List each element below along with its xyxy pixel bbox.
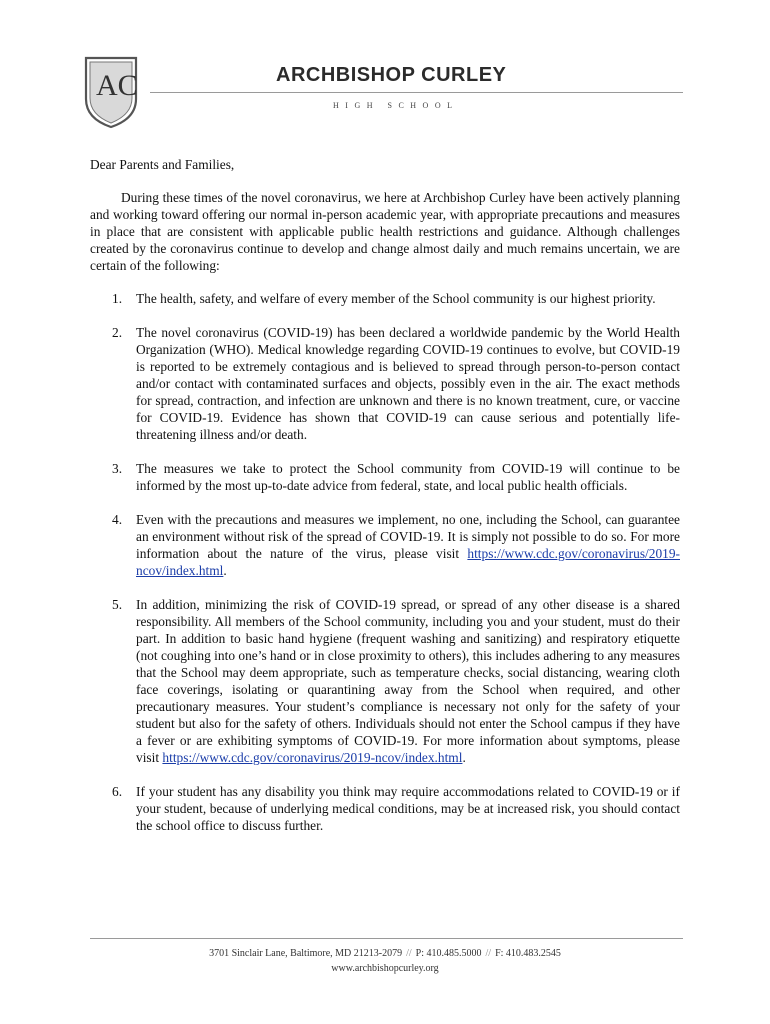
list-item xyxy=(90,511,680,579)
footer-divider xyxy=(90,938,683,939)
list-item-text: In addition, minimizing the risk of COVID-19 spread, or spread of any other disease is a shared responsibility. All members of the School community, including you and your student, must do their part. In addition to basic hand hygiene (frequent washing and sanitizing) and respiratory etiquette (not coughing into one’s hand or in close proximity to others), this includes adhering to any measures that the School may deem appropriate, such as temperature checks, social distancing, wearing cloth face coverings, isolating or quarantining away from the School when required, and other precautionary measures. Your student’s compliance is necessary not only for the safety of your student but also for the safety of others. Individuals should not enter the School campus if they have a fever or are exhibiting symptoms of COVID-19. For more information about symptoms, please visit xyxy=(136,597,680,765)
school-name: ARCHBISHOP CURLEY xyxy=(276,64,507,86)
intro-paragraph: During these times of the novel coronavirus, we here at Archbishop Curley have been actively planning and working toward offering our normal in-person academic year, with appropriate precautions and measures in place that are consistent with applicable public health restrictions and guidance. Although challenges created by the coronavirus continue to develop and change almost daily and much remains uncertain, we are certain of the following: xyxy=(90,190,680,273)
footer-phone: P: 410.485.5000 xyxy=(415,948,482,959)
salutation: Dear Parents and Families, xyxy=(90,157,235,172)
list-item-number: 6. xyxy=(112,784,123,799)
footer-separator: // xyxy=(485,948,492,959)
list-item-punct: . xyxy=(462,750,466,765)
letter-body xyxy=(90,156,680,851)
footer-address: 3701 Sinclair Lane, Baltimore, MD 21213-2079 xyxy=(209,948,403,959)
header-divider xyxy=(150,92,683,93)
list-item-text: The measures we take to protect the School community from COVID-19 will continue to be informed by the most up-to-date advice from federal, state, and local public health officials. xyxy=(136,461,680,493)
list-item xyxy=(90,783,680,834)
list-item-text: If your student has any disability you think may require accommodations related to COVID-19 or if your student, because of underlying medical conditions, may be at increased risk, you should contact the school office to discuss further. xyxy=(136,784,680,833)
footer-separator: // xyxy=(406,948,412,959)
cdc-symptoms-link[interactable]: https://www.cdc.gov/coronavirus/2019-ncov/index.html xyxy=(162,750,463,765)
list-item-text: The novel coronavirus (COVID-19) has been declared a worldwide pandemic by the World Health Organization (WHO). Medical knowledge regarding COVID-19 continues to evolve, but COVID-19 is reported to be extremely contagious and is believed to spread through person-to-person contact and/or contact with contaminated surfaces and objects, possibly even in the air. The exact methods for spread, contraction, and infection are unknown and there is no known treatment, cure, or vaccine for COVID-19. Evidence has shown that COVID-19 can cause serious and potentially life-threatening illness and/or death. xyxy=(136,325,680,442)
footer-website: www.archbishopcurley.org xyxy=(331,963,439,974)
list-item-text: The health, safety, and welfare of every member of the School community is our highest priority. xyxy=(136,291,656,306)
list-item-number: 3. xyxy=(112,461,123,476)
numbered-list xyxy=(90,290,680,834)
list-item-punct: . xyxy=(223,563,227,578)
list-item xyxy=(90,290,680,307)
list-item-number: 1. xyxy=(112,291,123,306)
list-item-number: 4. xyxy=(112,512,123,527)
list-item-number: 2. xyxy=(112,325,123,340)
list-item xyxy=(90,460,680,494)
logo-letter-a: AC xyxy=(96,69,138,102)
list-item-text: Even with the precautions and measures we implement, no one, including the School, can guarantee an environment without risk of the spread of COVID-19. It is simply not possible to do so. For more information about the nature of the virus, please visit xyxy=(136,512,680,561)
cdc-link[interactable]: https://www.cdc.gov/coronavirus/2019-ncov/index.html xyxy=(136,546,680,578)
list-item xyxy=(90,596,680,766)
footer-fax: F: 410.483.2545 xyxy=(495,948,561,959)
footer-contact xyxy=(0,948,770,959)
school-shield-logo xyxy=(83,55,139,129)
list-item-number: 5. xyxy=(112,597,123,612)
school-subtitle: HIGH SCHOOL xyxy=(333,101,459,110)
list-item xyxy=(90,324,680,443)
